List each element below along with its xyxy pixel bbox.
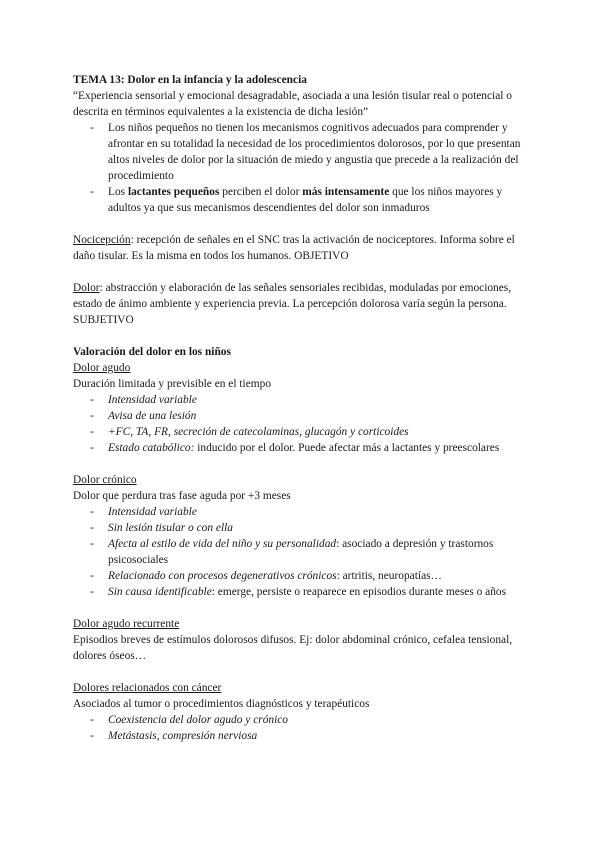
list-item: - Estado catabólico: inducido por el dolor. Puede afectar más a lactantes y preescolares: [73, 440, 533, 456]
intro-list: [73, 120, 533, 216]
list-item: - Coexistencia del dolor agudo y crónico: [73, 712, 533, 728]
recurrente-desc: Episodios breves de estímulos dolorosos difusos. Ej: dolor abdominal crónico, cefalea tensional, dolores óseos…: [73, 634, 513, 662]
agudo-heading: Dolor agudo: [73, 362, 131, 374]
list-item: - Sin causa identificable: emerge, persiste o reaparece en episodios durante meses o años: [73, 584, 533, 600]
cronico-desc: Dolor que perdura tras fase aguda por +3 meses: [73, 490, 291, 502]
list-item: - Metástasis, compresión nerviosa: [73, 728, 533, 744]
list-item: - Intensidad variable: [73, 504, 533, 520]
list-item: - Intensidad variable: [73, 392, 533, 408]
bold-term: lactantes pequeños: [127, 186, 220, 198]
cancer-heading: Dolores relacionados con cáncer: [73, 682, 222, 694]
list-item: - Avisa de una lesión: [73, 408, 533, 424]
dolor-term: Dolor: [73, 282, 100, 294]
valoracion-heading: Valoración del dolor en los niños: [73, 346, 231, 358]
list-item: - +FC, TA, FR, secreción de catecolaminas, glucagón y corticoides: [73, 424, 533, 440]
agudo-list: [73, 392, 533, 456]
page-title: TEMA 13: Dolor en la infancia y la adolescencia: [73, 74, 307, 86]
nocicepcion-term: Nocicepción: [73, 234, 131, 246]
cronico-heading: Dolor crónico: [73, 474, 137, 486]
definition-quote: “Experiencia sensorial y emocional desagradable, asociada a una lesión tisular real o potencial o descrita en términos equivalentes a la existencia de dicha lesión”: [73, 90, 512, 118]
list-item: - Los lactantes pequeños perciben el dolor más intensamente que los niños mayores y adultos ya que sus mecanismos descendientes del dolor son inmaduros: [73, 184, 533, 216]
list-item: - Los niños pequeños no tienen los mecanismos cognitivos adecuados para comprender y afrontar en su totalidad la necesidad de los procedimientos dolorosos, por lo que presentan altos niveles de dolor por la situación de miedo y angustia que precede a la realización del procedimiento: [73, 120, 533, 184]
agudo-desc: Duración limitada y previsible en el tiempo: [73, 378, 272, 390]
cancer-desc: Asociados al tumor o procedimientos diagnósticos y terapéuticos: [73, 698, 370, 710]
cronico-list: [73, 504, 533, 600]
bold-term: más intensamente: [302, 186, 390, 198]
document-page: [73, 72, 533, 744]
dolor-paragraph: Dolor: abstracción y elaboración de las señales sensoriales recibidas, moduladas por emociones, estado de ánimo ambiente y experiencia previa. La percepción dolorosa varía según la persona. SUBJETIVO: [73, 282, 512, 326]
list-item: - Relacionado con procesos degenerativos crónicos: artritis, neuropatías…: [73, 568, 533, 584]
nocicepcion-paragraph: Nocicepción: recepción de señales en el SNC tras la activación de nociceptores. Informa sobre el daño tisular. Es la misma en todos los humanos. OBJETIVO: [73, 234, 515, 262]
cancer-list: [73, 712, 533, 744]
list-item: - Sin lesión tisular o con ella: [73, 520, 533, 536]
recurrente-heading: Dolor agudo recurrente: [73, 618, 180, 630]
list-item: - Afecta al estilo de vida del niño y su personalidad: asociado a depresión y trastornos psicosociales: [73, 536, 533, 568]
